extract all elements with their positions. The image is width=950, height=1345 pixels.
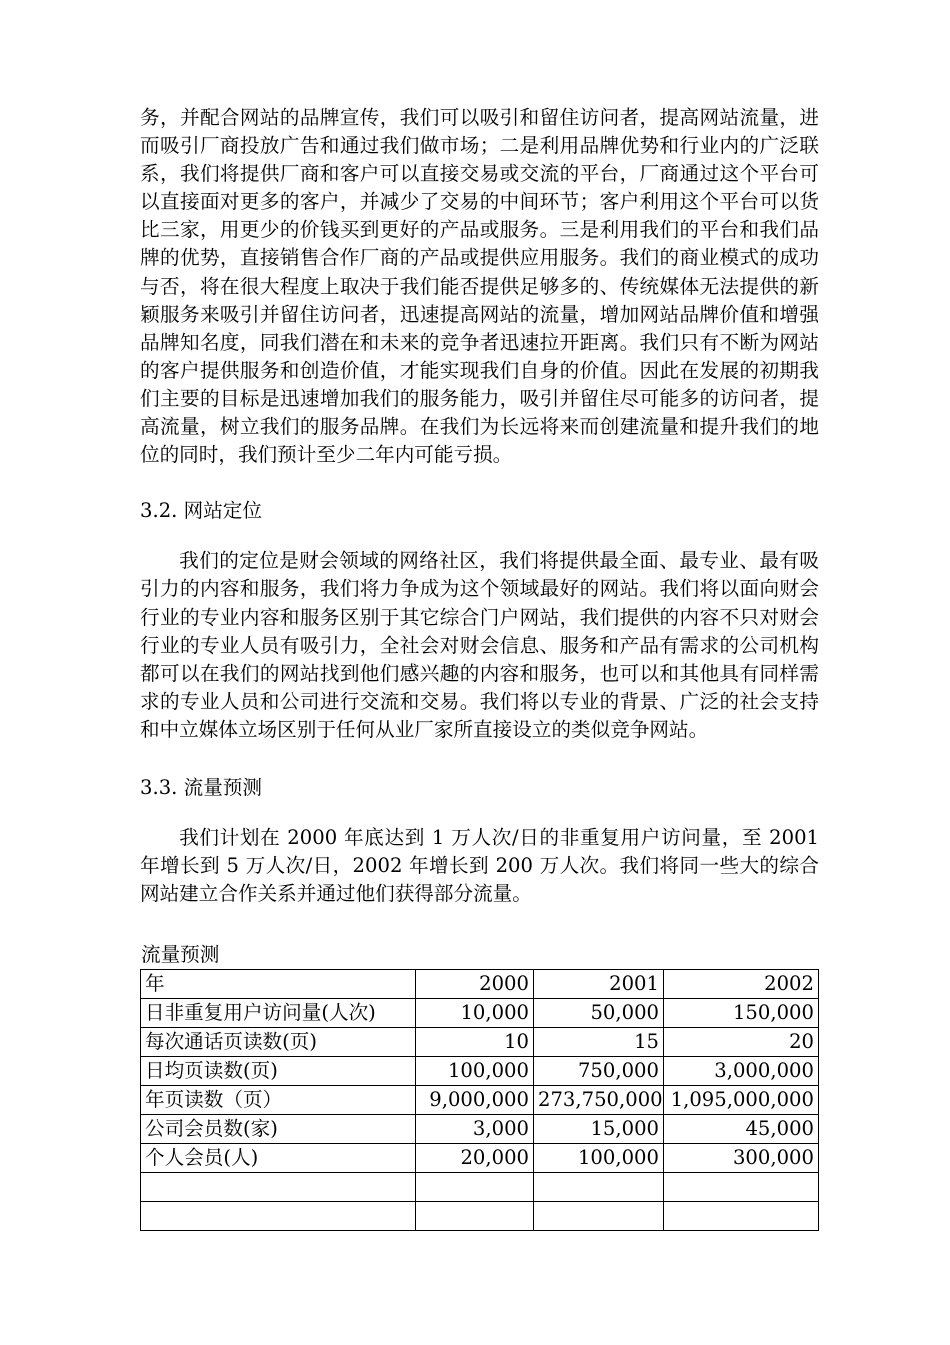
table-row xyxy=(141,999,819,1028)
table-cell-value: 50,000 xyxy=(534,999,664,1028)
table-row-label: 公司会员数(家) xyxy=(141,1115,416,1144)
table-cell-value: 100,000 xyxy=(416,1057,534,1086)
traffic-forecast-table xyxy=(140,969,819,1231)
section-3-3-paragraph: 我们计划在 2000 年底达到 1 万人次/日的非重复用户访问量，至 2001 年增长到 5 万人次/日，2002 年增长到 200 万人次。我们将同一些大的综合网站建立合作关系并通过他们获得部分流量。 xyxy=(140,826,819,906)
table-cell-value: 150,000 xyxy=(664,999,819,1028)
table-header-label: 年 xyxy=(141,970,416,999)
table-row-label xyxy=(141,1202,416,1231)
table-header-row xyxy=(141,970,819,999)
table-cell-value: 1,095,000,000 xyxy=(664,1086,819,1115)
table-cell-value: 100,000 xyxy=(534,1144,664,1173)
table-caption: 流量预测 xyxy=(141,943,220,967)
table-cell-value: 3,000 xyxy=(416,1115,534,1144)
table-header-year: 2000 xyxy=(416,970,534,999)
table-row xyxy=(141,1057,819,1086)
table-row xyxy=(141,1173,819,1202)
section-3-2-paragraph: 我们的定位是财会领域的网络社区，我们将提供最全面、最专业、最有吸引力的内容和服务，我们将力争成为这个领域最好的网站。我们将以面向财会行业的专业内容和服务区别于其它综合门户网站，我们提供的内容不只对财会行业的专业人员有吸引力，全社会对财会信息、服务和产品有需求的公司机构都可以在我们的网站找到他们感兴趣的内容和服务，也可以和其他具有同样需求的专业人员和公司进行交流和交易。我们将以专业的背景、广泛的社会支持和中立媒体立场区别于任何从业厂家所直接设立的类似竞争网站。 xyxy=(140,549,819,741)
table-cell-value: 10,000 xyxy=(416,999,534,1028)
table-cell-value xyxy=(534,1173,664,1202)
table-row-label: 日均页读数(页) xyxy=(141,1057,416,1086)
table-cell-value: 10 xyxy=(416,1028,534,1057)
table-cell-value xyxy=(664,1202,819,1231)
table-cell-value xyxy=(534,1202,664,1231)
table-header-year: 2002 xyxy=(664,970,819,999)
section-heading-3-3: 3.3. 流量预测 xyxy=(140,775,262,799)
spacer xyxy=(140,802,819,824)
table-cell-value xyxy=(416,1173,534,1202)
page-content xyxy=(140,104,819,1231)
table-row-label: 年页读数（页） xyxy=(141,1086,416,1115)
table-row xyxy=(141,1086,819,1115)
spacer xyxy=(140,908,819,942)
table-cell-value: 15 xyxy=(534,1028,664,1057)
table-cell-value: 300,000 xyxy=(664,1144,819,1173)
table-row xyxy=(141,1144,819,1173)
table-row xyxy=(141,1028,819,1057)
table-cell-value xyxy=(664,1173,819,1202)
table-cell-value: 3,000,000 xyxy=(664,1057,819,1086)
paragraph-continuation: 务，并配合网站的品牌宣传，我们可以吸引和留住访问者，提高网站流量，进而吸引厂商投放广告和通过我们做市场；二是利用品牌优势和行业内的广泛联系，我们将提供厂商和客户可以直接交易或交流的平台，厂商通过这个平台可以直接面对更多的客户，并减少了交易的中间环节；客户利用这个平台可以货比三家，用更少的价钱买到更好的产品或服务。三是利用我们的平台和我们品牌的优势，直接销售合作厂商的产品或提供应用服务。我们的商业模式的成功与否，将在很大程度上取决于我们能否提供足够多的、传统媒体无法提供的新颖服务来吸引并留住访问者，迅速提高网站的流量，增加网站品牌价值和增强品牌知名度，同我们潜在和未来的竞争者迅速拉开距离。我们只有不断为网站的客户提供服务和创造价值，才能实现我们自身的价值。因此在发展的初期我们主要的目标是迅速增加我们的服务能力，吸引并留住尽可能多的访问者，提高流量，树立我们的服务品牌。在我们为长远将来而创建流量和提升我们的地位的同时，我们预计至少二年内可能亏损。 xyxy=(140,106,819,467)
table-row-label: 每次通话页读数(页) xyxy=(141,1028,416,1057)
table-header-year: 2001 xyxy=(534,970,664,999)
table-row-label xyxy=(141,1173,416,1202)
table-cell-value: 20 xyxy=(664,1028,819,1057)
table-row-label: 个人会员(人) xyxy=(141,1144,416,1173)
table-cell-value: 20,000 xyxy=(416,1144,534,1173)
table-row-label: 日非重复用户访问量(人次) xyxy=(141,999,416,1028)
table-cell-value: 15,000 xyxy=(534,1115,664,1144)
section-heading-3-2: 3.2. 网站定位 xyxy=(140,499,262,523)
spacer xyxy=(140,469,819,497)
table-cell-value: 273,750,000 xyxy=(534,1086,664,1115)
table-cell-value xyxy=(416,1202,534,1231)
spacer xyxy=(140,744,819,774)
table-cell-value: 750,000 xyxy=(534,1057,664,1086)
table-row xyxy=(141,1115,819,1144)
table-cell-value: 9,000,000 xyxy=(416,1086,534,1115)
table-cell-value: 45,000 xyxy=(664,1115,819,1144)
spacer xyxy=(140,525,819,547)
table-row xyxy=(141,1202,819,1231)
